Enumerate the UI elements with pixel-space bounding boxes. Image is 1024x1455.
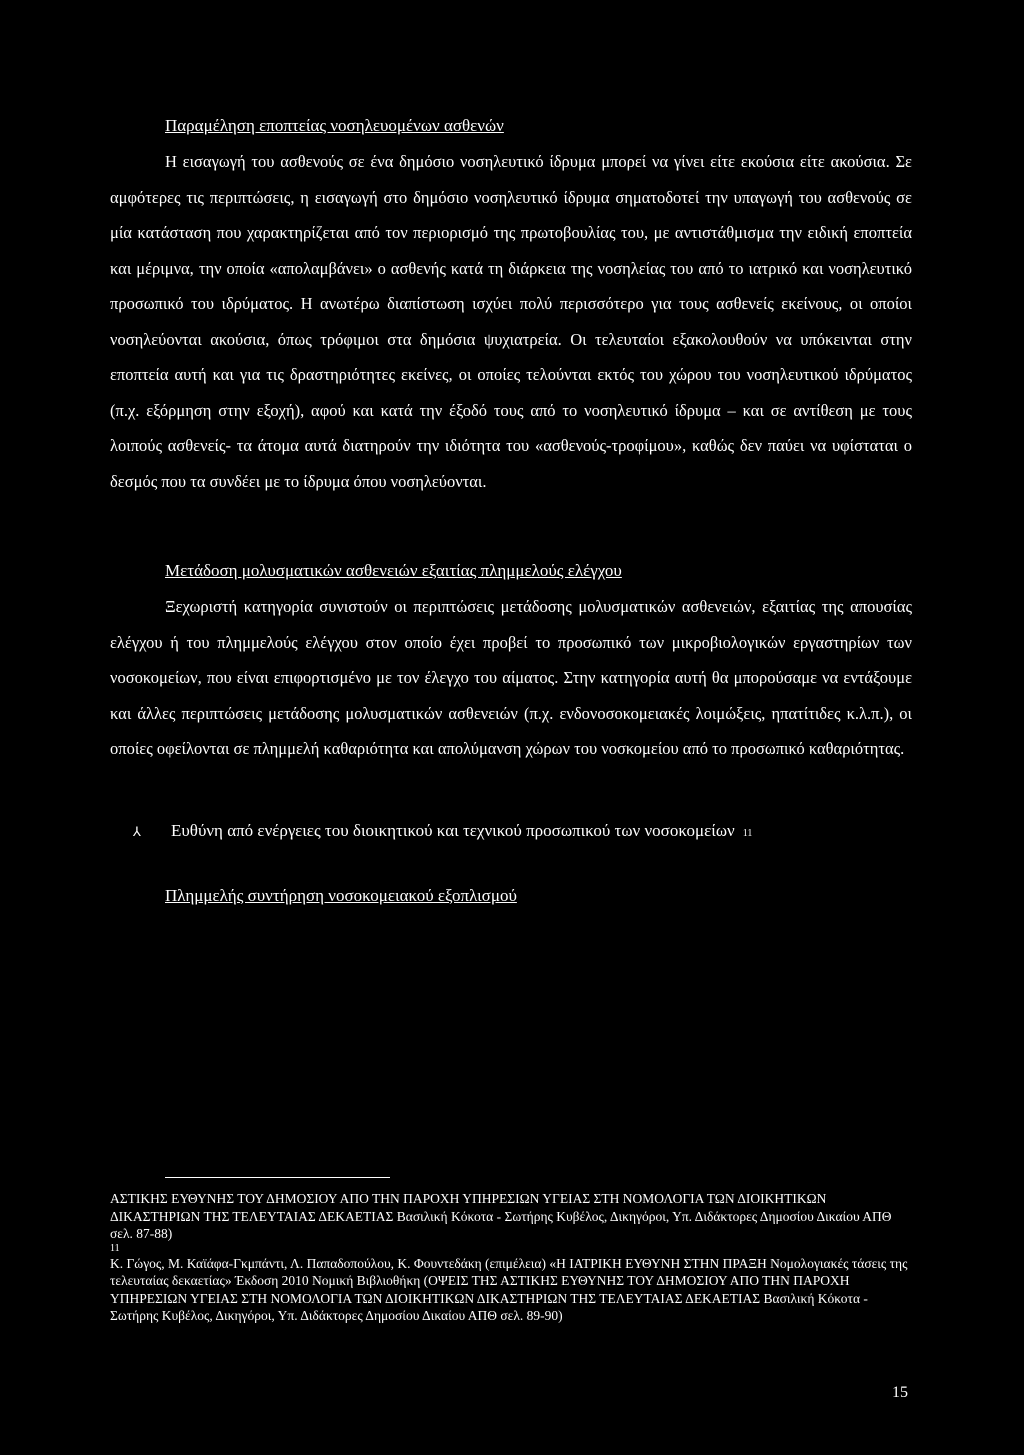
bullet-item-staff-liability: [133, 817, 912, 848]
section-paragraph-neglect-supervision: Η εισαγωγή του ασθενούς σε ένα δημόσιο νοσηλευτικό ίδρυμα μπορεί να γίνει είτε εκούσια είτε ακούσια. Σε αμφότερες τις περιπτώσεις, η εισαγωγή στο δημόσιο νοσηλευτικό ίδρυμα σηματοδοτεί την υπαγωγή του ασθενούς σε μία κατάσταση που χαρακτηρίζεται από τον περιορισμό της πρωτοβουλίας του, με αντιστάθμισμα την ειδική εποπτεία και μέριμνα, την οποία «απολαμβάνει» ο ασθενής κατά τη διάρκεια της νοσηλείας του από το ιατρικό και νοσηλευτικό προσωπικό του ιδρύματος. Η ανωτέρω διαπίστωση ισχύει πολύ περισσότερο για τους ασθενείς εκείνους, οι οποίοι νοσηλεύονται ακούσια, όπως τρόφιμοι στα δημόσια ψυχιατρεία. Οι τελευταίοι εξακολουθούν να υπόκεινται στην εποπτεία αυτή και για τις δραστηριότητες εκείνες, οι οποίες τελούνται εκτός του χώρου του νοσηλευτικού ιδρύματος (π.χ. εξόρμηση στην εξοχή), αφού και κατά την έξοδό τους από το νοσηλευτικό ίδρυμα – και σε αντίθεση με τους λοιπούς ασθενείς- τα άτομα αυτά διατηρούν την ιδιότητα του «ασθενούς-τροφίμου», καθώς δεν παύει να υφίσταται ο δεσμός που τα συνδέει με το ίδρυμα όπου νοσηλεύονται.: [110, 152, 912, 491]
section-heading-infectious-diseases: Μετάδοση μολυσματικών ασθενειών εξαιτίας πλημμελούς ελέγχου: [165, 561, 622, 580]
section-paragraph-infectious-diseases: Ξεχωριστή κατηγορία συνιστούν οι περιπτώσεις μετάδοσης μολυσματικών ασθενειών, εξαιτίας της απουσίας ελέγχου ή του πλημμελούς ελέγχου στον οποίο έχει προβεί το προσωπικό των μικροβιολογικών εργαστηρίων των νοσοκομείων, που είναι επιφορτισμένο με τον έλεγχο του αίματος. Στην κατηγορία αυτή θα μπορούσαμε να εντάξουμε και άλλες περιπτώσεις μετάδοσης μολυσματικών ασθενειών (π.χ. ενδονοσοκομειακές λοιμώξεις, ηπατίτιδες κ.λ.π.), οι οποίες οφείλονται σε πλημμελή καθαριότητα και απολύμανση χώρων του νοσκομείου από το προσωπικό καθαριότητας.: [110, 597, 912, 758]
main-content: [110, 112, 912, 914]
bullet-arrow-icon: ⅄: [133, 823, 141, 839]
footnote-1: ΑΣΤΙΚΗΣ ΕΥΘΥΝΗΣ ΤΟΥ ΔΗΜΟΣΙΟΥ ΑΠΟ ΤΗΝ ΠΑΡΟΧΗ ΥΠΗΡΕΣΙΩΝ ΥΓΕΙΑΣ ΣΤΗ ΝΟΜΟΛΟΓΙΑ ΤΩΝ ΔΙΟΙΚΗΤΙΚΩΝ ΔΙΚΑΣΤΗΡΙΩΝ ΤΗΣ ΤΕΛΕΥΤΑΙΑΣ ΔΕΚΑΕΤΙΑΣ Βασιλική Κόκοτα - Σωτήρης Κυβέλος, Δικηγόροι, Υπ. Διδάκτορες Δημοσίου Δικαίου ΑΠΘ σελ. 87-88): [110, 1191, 892, 1241]
page-number: 15: [892, 1384, 908, 1401]
footnotes: [110, 1177, 912, 1325]
section-heading-neglect-supervision: Παραμέληση εποπτείας νοσηλευομένων ασθενών: [165, 116, 504, 135]
footnote-2-mark: 11: [110, 1242, 120, 1254]
section-heading-equipment-maintenance: Πλημμελής συντήρηση νοσοκομειακού εξοπλισμού: [165, 885, 517, 905]
footnote-2: Κ. Γώγος, Μ. Καϊάφα-Γκμπάντι, Λ. Παπαδοπούλου, Κ. Φουντεδάκη (επιμέλεια) «Η ΙΑΤΡΙΚΗ ΕΥΘΥΝΗ ΣΤΗΝ ΠΡΑΞΗ Νομολογιακές τάσεις της τελευταίας δεκαετίας» Έκδοση 2010 Νομική Βιβλιοθήκη (ΟΨΕΙΣ ΤΗΣ ΑΣΤΙΚΗΣ ΕΥΘΥΝΗΣ ΤΟΥ ΔΗΜΟΣΙΟΥ ΑΠΟ ΤΗΝ ΠΑΡΟΧΗ ΥΠΗΡΕΣΙΩΝ ΥΓΕΙΑΣ ΣΤΗ ΝΟΜΟΛΟΓΙΑ ΤΩΝ ΔΙΟΙΚΗΤΙΚΩΝ ΔΙΚΑΣΤΗΡΙΩΝ ΤΗΣ ΤΕΛΕΥΤΑΙΑΣ ΔΕΚΑΕΤΙΑΣ Βασιλική Κόκοτα - Σωτήρης Κυβέλος, Δικηγόροι, Υπ. Διδάκτορες Δημοσίου Δικαίου ΑΠΘ σελ. 89-90): [110, 1255, 908, 1323]
footnote-reference: 11: [742, 827, 753, 839]
bullet-text: Ευθύνη από ενέργειες του διοικητικού και τεχνικού προσωπικού των νοσοκομείων: [171, 820, 735, 840]
footnote-divider: [165, 1177, 390, 1178]
